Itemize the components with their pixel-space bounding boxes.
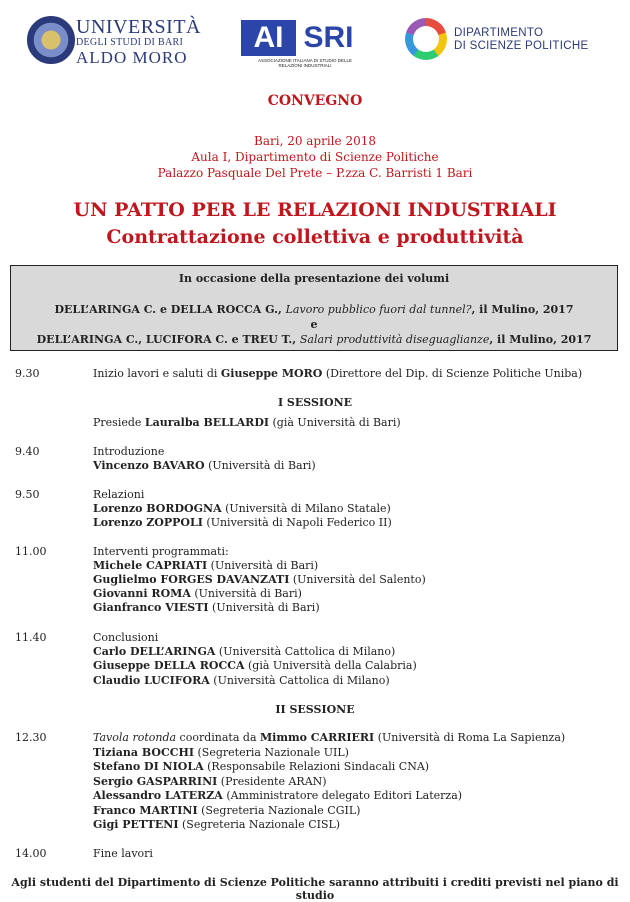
aisri-logo-subtitle: ASSOCIAZIONE ITALIANA DI STUDIO DELLE RELAZIONI INDUSTRIALI xyxy=(258,58,352,68)
rt2-name: Stefano DI NIOLA xyxy=(93,760,204,773)
intro-affil: (Università di Bari) xyxy=(204,459,316,472)
opening-name: Giuseppe MORO xyxy=(220,367,323,380)
intro-time: 9.40 xyxy=(15,445,40,458)
int-speaker-4 xyxy=(93,601,320,615)
book2-authors: DELL’ARINGA C., LUCIFORA C. e TREU T., xyxy=(36,333,300,346)
concl-label: Conclusioni xyxy=(93,631,159,644)
concl-speaker-3 xyxy=(93,674,390,688)
concl2-affil: (già Università della Calabria) xyxy=(244,659,417,672)
opening-suffix: (Direttore del Dip. di Scienze Politiche Uniba) xyxy=(322,367,583,380)
department-logo-text xyxy=(454,27,588,53)
book2-publisher: , il Mulino, 2017 xyxy=(489,333,592,346)
round-line xyxy=(93,731,565,745)
chair-prefix: Presiede xyxy=(93,416,145,429)
aisri-logo xyxy=(241,20,361,58)
department-name-line1: DIPARTIMENTO xyxy=(454,27,544,39)
university-seal-logo xyxy=(27,16,75,64)
book1-publisher: , il Mulino, 2017 xyxy=(471,303,574,316)
int1-name: Michele CAPRIATI xyxy=(93,559,208,572)
rt3-name: Sergio GASPARRINI xyxy=(93,775,218,788)
intro-label: Introduzione xyxy=(93,445,165,458)
rt4-name: Alessandro LATERZA xyxy=(93,789,223,802)
concl1-name: Carlo DELL’ARINGA xyxy=(93,645,216,658)
concl1-affil: (Università Cattolica di Milano) xyxy=(215,645,396,658)
book1-title: Lavoro pubblico fuori dal tunnel? xyxy=(285,303,472,316)
books-conjunction: e xyxy=(310,318,318,331)
event-type: CONVEGNO xyxy=(267,93,363,109)
rt-speaker-4 xyxy=(93,789,462,803)
university-name-line1: UNIVERSITÀ xyxy=(76,16,201,38)
book2 xyxy=(11,333,617,346)
int4-affil: (Università di Bari) xyxy=(208,601,320,614)
department-globe-icon xyxy=(405,18,447,60)
int3-affil: (Università di Bari) xyxy=(190,587,302,600)
concl3-affil: (Università Cattolica di Milano) xyxy=(209,674,390,687)
session1-heading: I SESSIONE xyxy=(277,396,353,409)
round-mid: coordinata da xyxy=(176,731,260,744)
end-time: 14.00 xyxy=(15,847,47,860)
books-box xyxy=(10,265,618,351)
int-label: Interventi programmati: xyxy=(93,545,229,558)
concl3-name: Claudio LUCIFORA xyxy=(93,674,210,687)
book1 xyxy=(11,303,617,316)
round-time: 12.30 xyxy=(15,731,47,744)
university-name-line2: DEGLI STUDI DI BARI xyxy=(76,37,184,48)
int-speaker-3 xyxy=(93,587,302,601)
rt-speaker-2 xyxy=(93,760,429,774)
int2-affil: (Università del Salento) xyxy=(289,573,426,586)
chair-affil: (già Università di Bari) xyxy=(269,416,401,429)
rt-speaker-1 xyxy=(93,746,349,760)
opening-time: 9.30 xyxy=(15,367,40,380)
concl-time: 11.40 xyxy=(15,631,47,644)
rel2-affil: (Università di Napoli Federico II) xyxy=(202,516,392,529)
int3-name: Giovanni ROMA xyxy=(93,587,191,600)
rel2-name: Lorenzo ZOPPOLI xyxy=(93,516,203,529)
book2-title: Salari produttività diseguaglianze xyxy=(299,333,490,346)
rt1-affil: (Segreteria Nazionale UIL) xyxy=(194,746,349,759)
event-subtitle: Contrattazione collettiva e produttività xyxy=(106,226,524,248)
rt2-affil: (Responsabile Relazioni Sindacali CNA) xyxy=(203,760,430,773)
rt6-affil: (Segreteria Nazionale CISL) xyxy=(178,818,341,831)
rel1-name: Lorenzo BORDOGNA xyxy=(93,502,222,515)
concl-speaker-1 xyxy=(93,645,395,659)
event-date: Bari, 20 aprile 2018 xyxy=(254,134,376,148)
session2-heading: II SESSIONE xyxy=(275,703,355,716)
round-name: Mimmo CARRIERI xyxy=(260,731,375,744)
rt5-affil: (Segreteria Nazionale CGIL) xyxy=(197,804,361,817)
department-name-line2: DI SCIENZE POLITICHE xyxy=(454,40,589,52)
int-speaker-1 xyxy=(93,559,318,573)
rt-speaker-5 xyxy=(93,804,360,818)
rt5-name: Franco MARTINI xyxy=(93,804,198,817)
university-name-line3: ALDO MORO xyxy=(76,48,188,67)
event-room: Aula I, Dipartimento di Scienze Politiche xyxy=(191,150,439,164)
rt3-affil: (Presidente ARAN) xyxy=(217,775,327,788)
university-logo-text xyxy=(76,17,201,66)
opening-line xyxy=(93,367,582,381)
int-time: 11.00 xyxy=(15,545,47,558)
aisri-logo-left: AI xyxy=(241,20,296,56)
intro-speaker xyxy=(93,459,316,473)
rt1-name: Tiziana BOCCHI xyxy=(93,746,195,759)
rt6-name: Gigi PETTENI xyxy=(93,818,179,831)
rel-label: Relazioni xyxy=(93,488,145,501)
footer-note: Agli studenti del Dipartimento di Scienze Politiche saranno attribuiti i crediti previsti nel piano di studio xyxy=(11,876,619,902)
rt-speaker-6 xyxy=(93,818,340,832)
concl-speaker-2 xyxy=(93,659,417,673)
int4-name: Gianfranco VIESTI xyxy=(93,601,209,614)
event-address: Palazzo Pasquale Del Prete – P.zza C. Barristi 1 Bari xyxy=(157,166,473,180)
rel-speaker-2 xyxy=(93,516,392,530)
int2-name: Guglielmo FORGES DAVANZATI xyxy=(93,573,290,586)
round-affil: (Università di Roma La Sapienza) xyxy=(374,731,566,744)
end-label: Fine lavori xyxy=(93,847,153,860)
books-heading: In occasione della presentazione dei volumi xyxy=(178,272,450,285)
rt-speaker-3 xyxy=(93,775,327,789)
rel-time: 9.50 xyxy=(15,488,40,501)
intro-name: Vincenzo BAVARO xyxy=(93,459,205,472)
book1-authors: DELL’ARINGA C. e DELLA ROCCA G., xyxy=(54,303,286,316)
int-speaker-2 xyxy=(93,573,426,587)
event-title: UN PATTO PER LE RELAZIONI INDUSTRIALI xyxy=(73,199,557,221)
rt4-affil: (Amministratore delegato Editori Laterza) xyxy=(222,789,463,802)
chair-line xyxy=(93,416,401,430)
round-italic: Tavola rotonda xyxy=(93,731,177,744)
rel-speaker-1 xyxy=(93,502,391,516)
event-place xyxy=(0,133,630,181)
opening-prefix: Inizio lavori e saluti di xyxy=(93,367,221,380)
concl2-name: Giuseppe DELLA ROCCA xyxy=(93,659,245,672)
aisri-logo-right: SRI xyxy=(303,21,354,54)
rel1-affil: (Università di Milano Statale) xyxy=(221,502,391,515)
chair-name: Lauralba BELLARDI xyxy=(144,416,270,429)
int1-affil: (Università di Bari) xyxy=(207,559,319,572)
